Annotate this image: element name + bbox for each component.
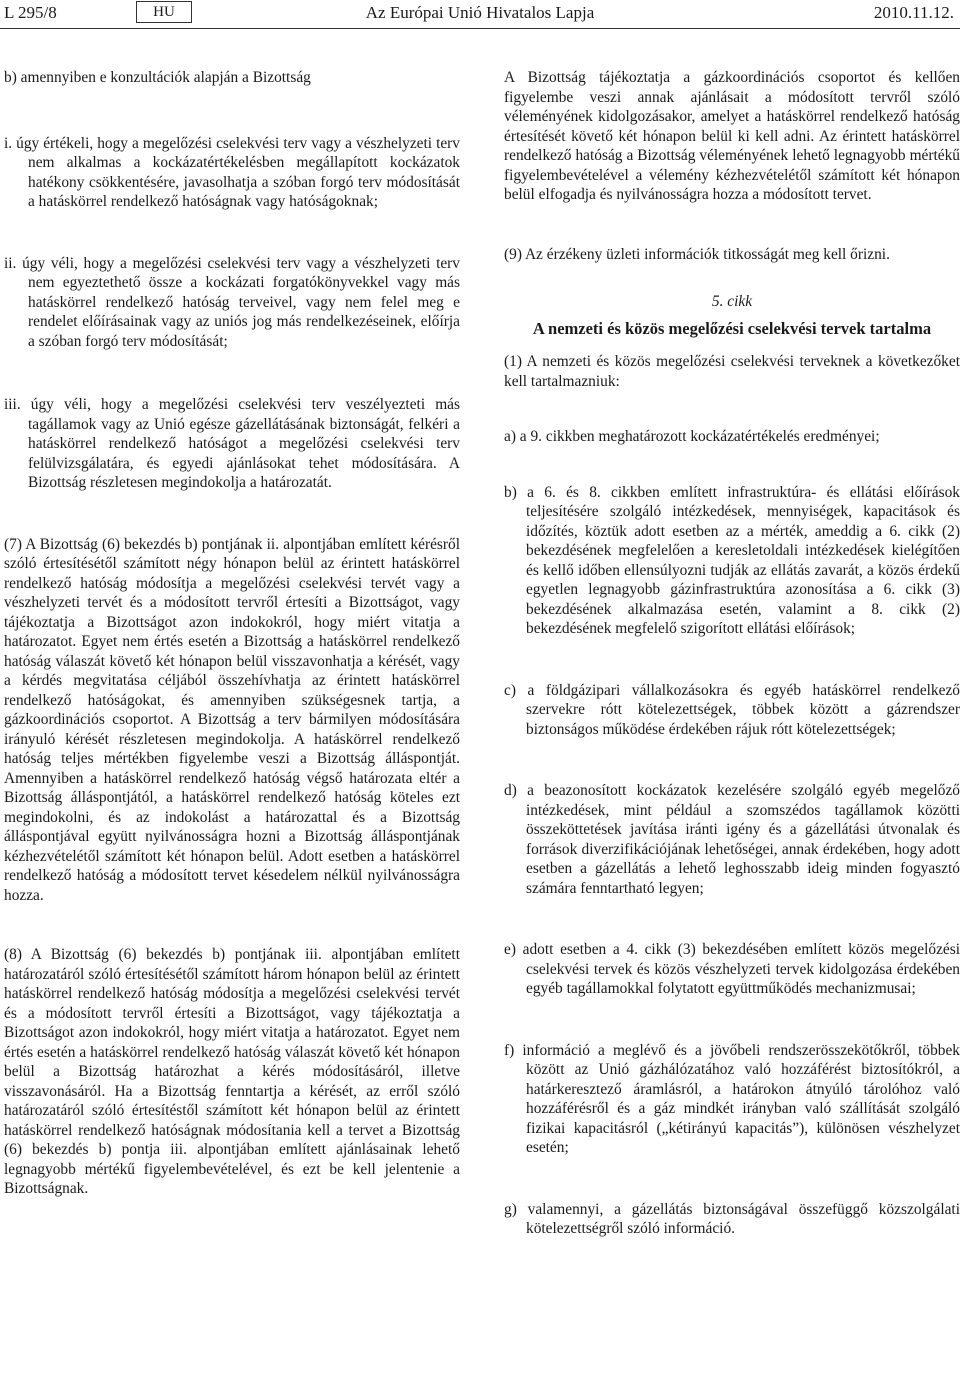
- article-number: 5. cikk: [711, 293, 753, 310]
- page-header: [0, 0, 960, 30]
- list-item-iii: iii. úgy véli, hogy a megelőzési cselekvési terv veszélyezteti más tagállamok vagy az Unió egésze gázellátásának biztonságát, felkéri a hatáskörrel rendelkező hatóságot a megelőzési cselekvési terv felülvizsgálatára, és egyedi ajánlásokat tehet módosítására. A Bizottság részletesen megindokolja a határozatát.: [4, 396, 460, 491]
- list-item-d: d) a beazonosított kockázatok kezelésére szolgáló egyéb megelőző intézkedések, mint például a szomszédos tagállamok közötti összeköttetések javítása iránti igény és a gázellátási útvonalak és források diverzifikációjának lehetőségei, annak érdekében, hogy adott esetben a gázellátás a lehető leghosszabb ideig minden fogyasztó számára fenntartható legyen;: [504, 782, 960, 897]
- list-item-c: c) a földgázipari vállalkozásokra és egyéb hatáskörrel rendelkező szervekre rótt kötelezettségek, többek között a gázrendszer biztonságos működése érdekében rájuk rótt kötelezettségek;: [504, 681, 960, 738]
- paragraph-8: (8) A Bizottság (6) bekezdés b) pontjának iii. alpontjában említett határozatáról szóló értesítésétől számított három hónapon belül az érintett hatáskörrel rendelkező hatóság módosítja a megelőzési cselekvési tervét és a módosított tervről értesíti a Bizottságot, vagy tájékoztatja a Bizottságot azon indokokról, hogy miért vitatja a határozatot. Egyet nem értés esetén a hatáskörrel rendelkező hatóság válaszát követő két hónapon belül a Bizottság határozhat a kérés módosításáról, illetve visszavonásáról. Ha a Bizottság fenntartja a kérését, az erről szóló határozatáról szóló értesítéstől számított két hónapon belül az érintett hatáskörrel rendelkező hatóságnak módosítania kell a tervet a Bizottság (6) bekezdés b) pontja iii. alpontjában említett ajánlásainak lehető legnagyobb mértékű figyelembevételével, és ezt be kell jelentenie a Bizottságnak.: [4, 946, 460, 1197]
- list-item-i: i. úgy értékeli, hogy a megelőzési cselekvési terv vagy a vészhelyzeti terv nem alkalmas a kockázatértékelésben megállapított kockázatok hatékony csökkentésére, javasolhatja a szóban forgó terv módosítását a hatáskörrel rendelkező hatóságnak vagy hatóságoknak;: [4, 134, 460, 210]
- paragraph-9: (9) Az érzékeny üzleti információk titkosságát meg kell őrizni.: [504, 245, 890, 263]
- article-title: A nemzeti és közös megelőzési cselekvési tervek tartalma: [532, 318, 932, 338]
- list-item-e: e) adott esetben a 4. cikk (3) bekezdésében említett közös megelőzési cselekvési tervek és közös vészhelyzeti tervek kidolgozása érdekében egyéb tagállamokkal folytatott együttműködés mechanizmusai;: [504, 941, 960, 997]
- left-column: [4, 68, 460, 1199]
- publication-date: 2010.11.12.: [873, 3, 954, 22]
- paragraph-continuation: A Bizottság tájékoztatja a gázkoordinációs csoportot és kellően figyelembe veszi annak ajánlásait a módosított tervről szóló véleményének kidolgozásakor, amelyet a hatáskörrel rendelkező hatóság értesítését követő két hónapon belül ki kell adni. Az érintett hatáskörrel rendelkező hatóság a Bizottság véleményének lehető legnagyobb mértékű figyelembevételével a vélemény kézhezvételétől számított két hónapon belül elfogadja és nyilvánosságra hozza a módosított tervet.: [504, 69, 960, 203]
- journal-title: Az Európai Unió Hivatalos Lapja: [365, 3, 595, 22]
- language-badge: HU: [136, 1, 192, 23]
- list-item-ii: ii. úgy véli, hogy a megelőzési cselekvési terv vagy a vészhelyzeti terv nem egyeztethető össze a kockázati forgatókönyvekkel vagy más hatáskörrel rendelkező hatóság terveivel, vagy nem felel meg e rendelet előírásainak vagy az uniós jog más rendelkezéseinek, előírja a szóban forgó terv módosítását;: [4, 254, 460, 350]
- article-paragraph-1: (1) A nemzeti és közös megelőzési cselekvési terveknek a következőket kell tartalmazniuk:: [504, 353, 960, 390]
- list-item-f: f) információ a meglévő és a jövőbeli rendszerösszekötőkről, többek között az Unió gázhálózatához való hozzáférést biztosítókról, a határkeresztező áramlásról, a határokon átnyúló tárolóhoz való hozzáférésről és a gáz mindkét irányban való szállítását szolgáló fizikai kapacitásról („kétirányú kapacitás”), különösen vészhelyzet esetén;: [504, 1041, 960, 1156]
- list-item-g: g) valamennyi, a gázellátás biztonságával összefüggő közszolgálati kötelezettségről szóló információ.: [504, 1200, 960, 1237]
- intro-line: b) amennyiben e konzultációk alapján a Bizottság: [4, 69, 311, 86]
- list-item-a: a) a 9. cikkben meghatározott kockázatértékelés eredményei;: [504, 428, 880, 445]
- list-item-b: b) a 6. és 8. cikkben említett infrastruktúra- és ellátási előírások teljesítésére szolgáló intézkedések, mennyiségek, kapacitások és időzítés, köztük adott esetben az a mérték, ameddig a 6. cikk (2) bekezdésének megfelelően a keresletoldali intézkedések kielégítően és kellő időben ellensúlyozni tudják az ellátás zavarát, a közös érdekű egyetlen legnagyobb gázinfrastruktúra azonosítása a 6. cikk (3) bekezdésének alkalmazása esetén, valamint a 8. cikk (2) bekezdésének megfelelő szigorított ellátási előírások;: [504, 483, 960, 637]
- page-number: L 295/8: [4, 3, 57, 22]
- paragraph-7: (7) A Bizottság (6) bekezdés b) pontjának ii. alpontjában említett kérésről szóló értesítésétől számított négy hónapon belül az érintett hatáskörrel rendelkező hatóság módosítja a megelőzési cselekvési tervét vagy a vészhelyzeti tervét és a módosított tervről értesíti a Bizottságot, vagy tájékoztatja a Bizottságot azon indokokról, hogy miért vitatja a határozatot. Egyet nem értés esetén a Bizottság a hatáskörrel rendelkező hatóság válaszát követő két hónapon belül visszavonhatja a kérését, vagy a kérdés megvitatása céljából összehívhatja az érintett hatáskörrel rendelkező hatóságokat, és amennyiben szükségesnek tartja, a gázkoordinációs csoportot. A Bizottság a terv bármilyen módosítására irányuló kérését részletesen megindokolja. A hatáskörrel rendelkező hatóság teljes mértékben figyelembe veszi a Bizottság álláspontját. Amennyiben a hatáskörrel rendelkező hatóság végső határozata eltér a Bizottság álláspontjától, a hatáskörrel rendelkező hatóság köteles ezt megindokolni, és az indokolást a határozattal és a Bizottság álláspontjával együtt nyilvánosságra hozni a Bizottság álláspontjának kézhezvételétől számított két hónapon belül. Adott esetben a hatáskörrel rendelkező hatóság a módosított tervet késedelem nélkül nyilvánosságra hozza.: [4, 535, 460, 904]
- header-rule: [0, 28, 960, 29]
- right-column: [504, 68, 960, 1239]
